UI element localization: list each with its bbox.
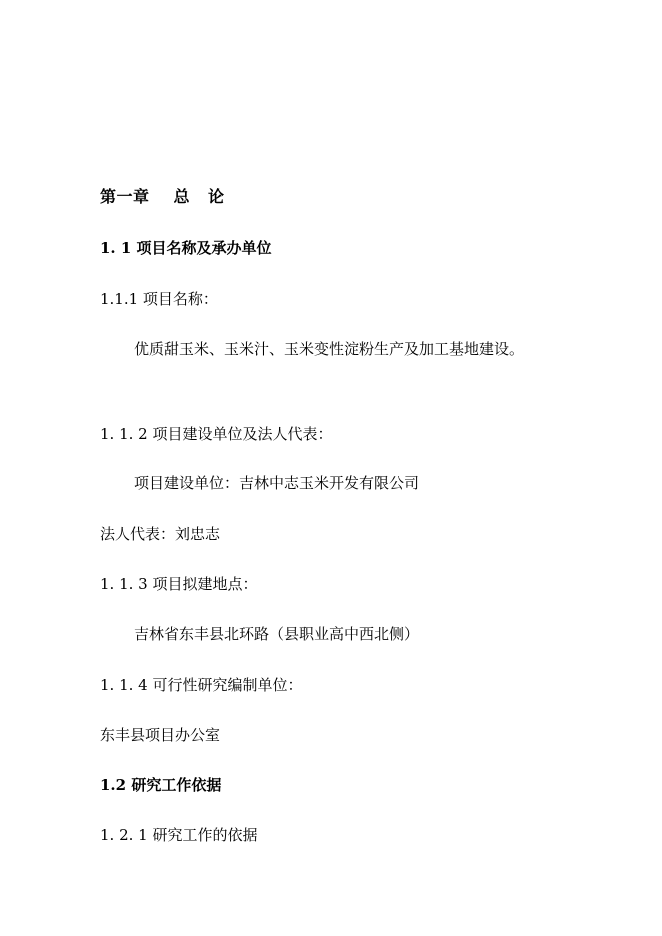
item-heading-1-1-1: 1.1.1 项目名称： — [100, 290, 218, 308]
feasibility-unit-text: 东丰县项目办公室 — [100, 726, 221, 744]
item-heading-1-1-4: 1. 1. 4 可行性研究编制单位： — [100, 676, 303, 694]
chapter-title-char-1: 总 — [173, 187, 191, 206]
item-heading-1-2-1: 1. 2. 1 研究工作的依据 — [100, 826, 258, 844]
construction-unit-text: 项目建设单位：吉林中志玉米开发有限公司 — [134, 474, 420, 492]
section-heading-1-2: 1.2 研究工作依据 — [100, 776, 222, 794]
legal-representative-text: 法人代表：刘忠志 — [100, 525, 221, 543]
chapter-label: 第一章 — [100, 187, 150, 206]
project-name-text: 优质甜玉米、玉米汁、玉米变性淀粉生产及加工基地建设。 — [134, 340, 525, 358]
section-heading-1-1: 1. 1 项目名称及承办单位 — [100, 239, 272, 257]
project-location-text: 吉林省东丰县北环路（县职业高中西北侧） — [134, 625, 420, 643]
chapter-title-char-2: 论 — [208, 187, 225, 206]
item-heading-1-1-2: 1. 1. 2 项目建设单位及法人代表： — [100, 425, 333, 443]
item-heading-1-1-3: 1. 1. 3 项目拟建地点： — [100, 575, 258, 593]
chapter-heading — [100, 187, 225, 207]
